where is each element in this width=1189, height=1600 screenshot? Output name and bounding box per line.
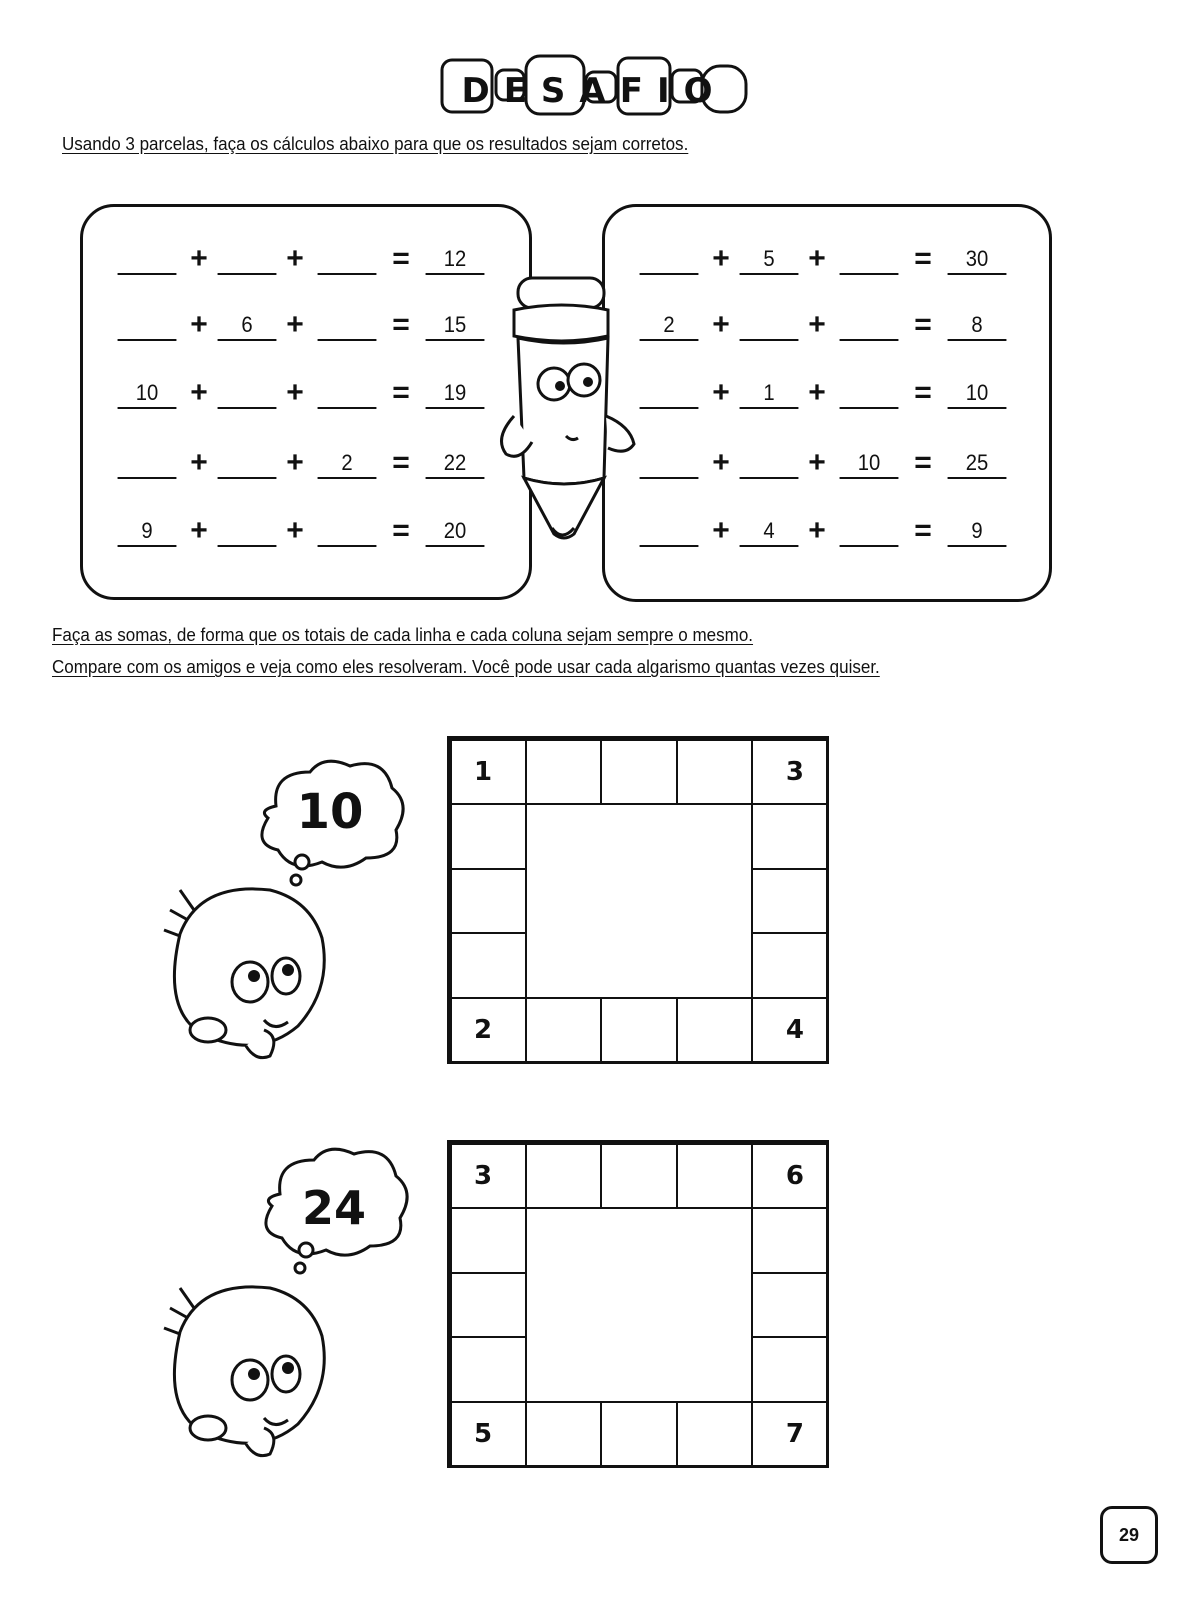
addend-blank-2[interactable] bbox=[218, 449, 277, 479]
result-value: 12 bbox=[426, 245, 485, 275]
result-value: 15 bbox=[426, 311, 485, 341]
addend-blank-2[interactable] bbox=[218, 245, 277, 275]
plus-sign: + bbox=[808, 308, 826, 341]
grid-cell[interactable] bbox=[676, 997, 753, 1063]
plus-sign: + bbox=[286, 514, 304, 547]
addend-blank-2[interactable] bbox=[740, 311, 799, 341]
addend-blank-2[interactable] bbox=[740, 449, 799, 479]
plus-sign: + bbox=[808, 446, 826, 479]
left-equations-box bbox=[80, 204, 532, 600]
grid-cell[interactable] bbox=[450, 1207, 527, 1273]
equation-row bbox=[605, 308, 1045, 343]
addend-blank-3[interactable] bbox=[318, 311, 377, 341]
addend-blank-3[interactable]: 2 bbox=[318, 449, 377, 479]
equation-row bbox=[83, 376, 523, 411]
right-equations-box bbox=[602, 204, 1052, 602]
equals-sign: = bbox=[392, 514, 410, 547]
instruction-1: Usando 3 parcelas, faça os cálculos abaixo para que os resultados sejam corretos. bbox=[62, 133, 689, 154]
corner-cell: 6 bbox=[751, 1143, 828, 1209]
equation-row bbox=[83, 308, 523, 343]
addend-blank-1[interactable] bbox=[640, 449, 699, 479]
addend-blank-1[interactable] bbox=[640, 379, 699, 409]
title-text: DESAFIO bbox=[461, 71, 727, 111]
addend-blank-3[interactable] bbox=[840, 245, 899, 275]
equals-sign: = bbox=[914, 242, 932, 275]
plus-sign: + bbox=[712, 514, 730, 547]
result-value: 22 bbox=[426, 449, 485, 479]
pencil-character-icon bbox=[496, 266, 646, 556]
grid-cell[interactable] bbox=[450, 803, 527, 869]
corner-cell: 2 bbox=[450, 997, 527, 1063]
corner-cell: 7 bbox=[751, 1401, 828, 1467]
equals-sign: = bbox=[914, 376, 932, 409]
addend-blank-3[interactable]: 10 bbox=[840, 449, 899, 479]
plus-sign: + bbox=[190, 308, 208, 341]
equation-row bbox=[605, 446, 1045, 481]
result-value: 30 bbox=[948, 245, 1007, 275]
addend-blank-1[interactable] bbox=[640, 245, 699, 275]
equals-sign: = bbox=[914, 308, 932, 341]
grid-cell[interactable] bbox=[751, 868, 828, 934]
equals-sign: = bbox=[914, 446, 932, 479]
grid-cell[interactable] bbox=[600, 1401, 677, 1467]
addend-blank-2[interactable] bbox=[218, 379, 277, 409]
grid-cell[interactable] bbox=[600, 1143, 677, 1209]
grid-cell[interactable] bbox=[450, 1272, 527, 1338]
grid-cell[interactable] bbox=[676, 1401, 753, 1467]
addend-blank-3[interactable] bbox=[318, 245, 377, 275]
plus-sign: + bbox=[286, 376, 304, 409]
result-value: 20 bbox=[426, 517, 485, 547]
grid-cell[interactable] bbox=[525, 1143, 602, 1209]
equation-row bbox=[83, 242, 523, 277]
equals-sign: = bbox=[914, 514, 932, 547]
grid-cell[interactable] bbox=[600, 739, 677, 805]
puzzle-1-target: 10 bbox=[296, 784, 364, 840]
plus-sign: + bbox=[808, 242, 826, 275]
corner-cell: 5 bbox=[450, 1401, 527, 1467]
plus-sign: + bbox=[190, 514, 208, 547]
plus-sign: + bbox=[286, 242, 304, 275]
equation-row bbox=[83, 446, 523, 481]
title-logo bbox=[438, 50, 758, 120]
page-number: 29 bbox=[1100, 1506, 1158, 1564]
plus-sign: + bbox=[808, 514, 826, 547]
grid-cell[interactable] bbox=[751, 932, 828, 998]
addend-blank-2[interactable]: 4 bbox=[740, 517, 799, 547]
addend-blank-2[interactable] bbox=[218, 517, 277, 547]
equation-row bbox=[605, 376, 1045, 411]
addend-blank-2[interactable]: 6 bbox=[218, 311, 277, 341]
addend-blank-1[interactable] bbox=[118, 449, 177, 479]
addend-blank-3[interactable] bbox=[840, 517, 899, 547]
boy-thinking-icon bbox=[150, 1268, 340, 1483]
grid-cell[interactable] bbox=[600, 997, 677, 1063]
plus-sign: + bbox=[712, 446, 730, 479]
grid-center bbox=[525, 803, 753, 998]
grid-cell[interactable] bbox=[751, 1336, 828, 1402]
addend-blank-1[interactable] bbox=[640, 517, 699, 547]
grid-cell[interactable] bbox=[525, 1401, 602, 1467]
addend-blank-3[interactable] bbox=[318, 517, 377, 547]
grid-cell[interactable] bbox=[525, 739, 602, 805]
result-value: 9 bbox=[948, 517, 1007, 547]
corner-cell: 1 bbox=[450, 739, 527, 805]
equals-sign: = bbox=[392, 376, 410, 409]
plus-sign: + bbox=[286, 446, 304, 479]
addend-blank-1[interactable] bbox=[118, 245, 177, 275]
result-value: 10 bbox=[948, 379, 1007, 409]
equation-row bbox=[83, 514, 523, 549]
grid-cell[interactable] bbox=[450, 868, 527, 934]
addend-blank-2[interactable]: 1 bbox=[740, 379, 799, 409]
equation-row bbox=[605, 242, 1045, 277]
thought-bubble-icon bbox=[250, 1144, 420, 1284]
grid-cell[interactable] bbox=[450, 932, 527, 998]
plus-sign: + bbox=[712, 376, 730, 409]
grid-cell[interactable] bbox=[525, 997, 602, 1063]
grid-cell[interactable] bbox=[676, 1143, 753, 1209]
grid-cell[interactable] bbox=[751, 1272, 828, 1338]
puzzle-2-target: 24 bbox=[301, 1181, 367, 1235]
puzzle-1-grid bbox=[447, 736, 829, 1064]
plus-sign: + bbox=[712, 242, 730, 275]
addend-blank-3[interactable] bbox=[840, 311, 899, 341]
grid-cell[interactable] bbox=[676, 739, 753, 805]
corner-cell: 4 bbox=[751, 997, 828, 1063]
plus-sign: + bbox=[808, 376, 826, 409]
addend-blank-1[interactable]: 10 bbox=[118, 379, 177, 409]
addend-blank-1[interactable]: 9 bbox=[118, 517, 177, 547]
addend-blank-1[interactable] bbox=[118, 311, 177, 341]
grid-cell[interactable] bbox=[751, 803, 828, 869]
addend-blank-1[interactable]: 2 bbox=[640, 311, 699, 341]
corner-cell: 3 bbox=[751, 739, 828, 805]
plus-sign: + bbox=[286, 308, 304, 341]
grid-cell[interactable] bbox=[450, 1336, 527, 1402]
equals-sign: = bbox=[392, 446, 410, 479]
boy-thinking-icon bbox=[150, 870, 340, 1085]
instruction-2: Faça as somas, de forma que os totais de cada linha e cada coluna sejam sempre o mesmo. bbox=[52, 624, 754, 645]
corner-cell: 3 bbox=[450, 1143, 527, 1209]
plus-sign: + bbox=[712, 308, 730, 341]
addend-blank-3[interactable] bbox=[318, 379, 377, 409]
plus-sign: + bbox=[190, 242, 208, 275]
grid-center bbox=[525, 1207, 753, 1402]
addend-blank-3[interactable] bbox=[840, 379, 899, 409]
result-value: 8 bbox=[948, 311, 1007, 341]
result-value: 25 bbox=[948, 449, 1007, 479]
grid-cell[interactable] bbox=[751, 1207, 828, 1273]
plus-sign: + bbox=[190, 446, 208, 479]
equals-sign: = bbox=[392, 242, 410, 275]
result-value: 19 bbox=[426, 379, 485, 409]
instruction-3: Compare com os amigos e veja como eles resolveram. Você pode usar cada algarismo quantas vezes quiser. bbox=[52, 656, 880, 677]
equals-sign: = bbox=[392, 308, 410, 341]
puzzle-2-grid bbox=[447, 1140, 829, 1468]
plus-sign: + bbox=[190, 376, 208, 409]
equation-row bbox=[605, 514, 1045, 549]
addend-blank-2[interactable]: 5 bbox=[740, 245, 799, 275]
